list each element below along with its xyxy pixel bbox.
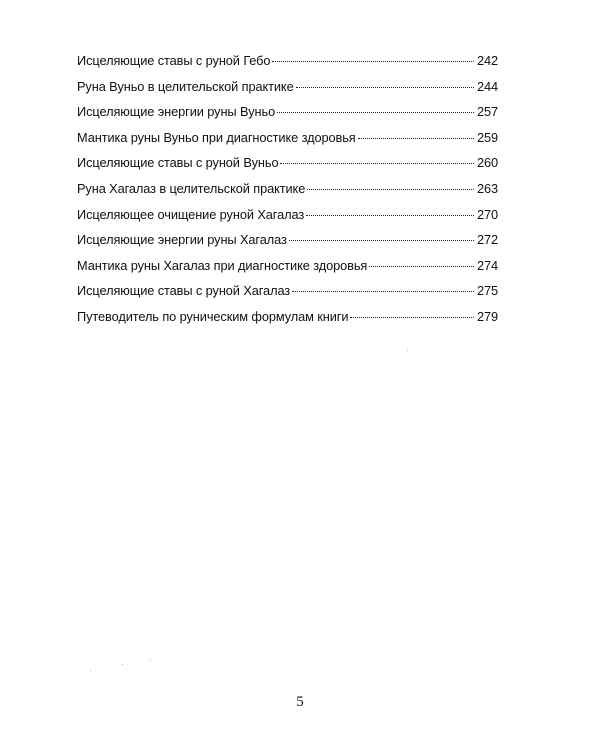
toc-entry-page: 244: [476, 78, 498, 94]
table-of-contents: [77, 53, 498, 335]
dot-leader: [280, 163, 473, 164]
toc-entry-page: 242: [476, 53, 498, 68]
toc-entry-title: Исцеляющие ставы с руной Вуньо: [77, 155, 279, 171]
toc-entry-page: 257: [476, 104, 498, 120]
toc-entry-page: 259: [476, 129, 498, 145]
scan-speck: [90, 670, 91, 671]
scan-speck: [122, 664, 123, 665]
toc-entry-page: 270: [476, 206, 498, 222]
toc-entry-title: Исцеляющие энергии руны Вуньо: [77, 104, 276, 120]
toc-entry-page: 275: [476, 283, 498, 299]
scan-speck: [150, 659, 151, 660]
page-number: 5: [296, 694, 304, 710]
toc-entry: [77, 283, 498, 309]
toc-entry-page: 274: [476, 257, 498, 273]
toc-entry-title: Исцеляющие ставы с руной Хагалаз: [77, 283, 291, 299]
toc-entry-title: Мантика руны Хагалаз при диагностике здоровья: [77, 257, 368, 273]
toc-entry: [77, 79, 498, 105]
dot-leader: [272, 61, 474, 62]
dot-leader: [306, 215, 474, 216]
toc-entry: [77, 258, 498, 284]
scan-speck: [407, 350, 408, 351]
toc-entry-page: 279: [476, 308, 498, 324]
dot-leader: [277, 112, 474, 113]
dot-leader: [307, 189, 474, 190]
toc-entry-title: Путеводитель по руническим формулам книги: [77, 308, 349, 324]
toc-entry-title: Мантика руны Вуньо при диагностике здоровья: [77, 129, 356, 145]
dot-leader: [289, 240, 474, 241]
toc-entry: [77, 309, 498, 335]
toc-entry-title: Исцеляющие энергии руны Хагалаз: [77, 232, 287, 248]
toc-entry: [77, 181, 498, 207]
toc-entry-title: Исцеляющие ставы с руной Гебо: [77, 53, 271, 68]
toc-entry-page: 260: [476, 155, 498, 171]
toc-entry: [77, 104, 498, 130]
dot-leader: [292, 291, 474, 292]
toc-entry-title: Исцеляющее очищение руной Хагалаз: [77, 206, 305, 222]
dot-leader: [369, 266, 474, 267]
toc-entry: [77, 53, 498, 79]
toc-entry: [77, 155, 498, 181]
dot-leader: [358, 138, 474, 139]
toc-entry-page: 272: [476, 232, 498, 248]
toc-entry: [77, 207, 498, 233]
toc-entry-title: Руна Хагалаз в целительской практике: [77, 180, 306, 196]
dot-leader: [350, 317, 474, 318]
toc-entry: [77, 130, 498, 156]
dot-leader: [296, 87, 474, 88]
toc-entry-title: Руна Вуньо в целительской практике: [77, 78, 294, 94]
toc-entry: [77, 232, 498, 258]
toc-entry-page: 263: [476, 180, 498, 196]
